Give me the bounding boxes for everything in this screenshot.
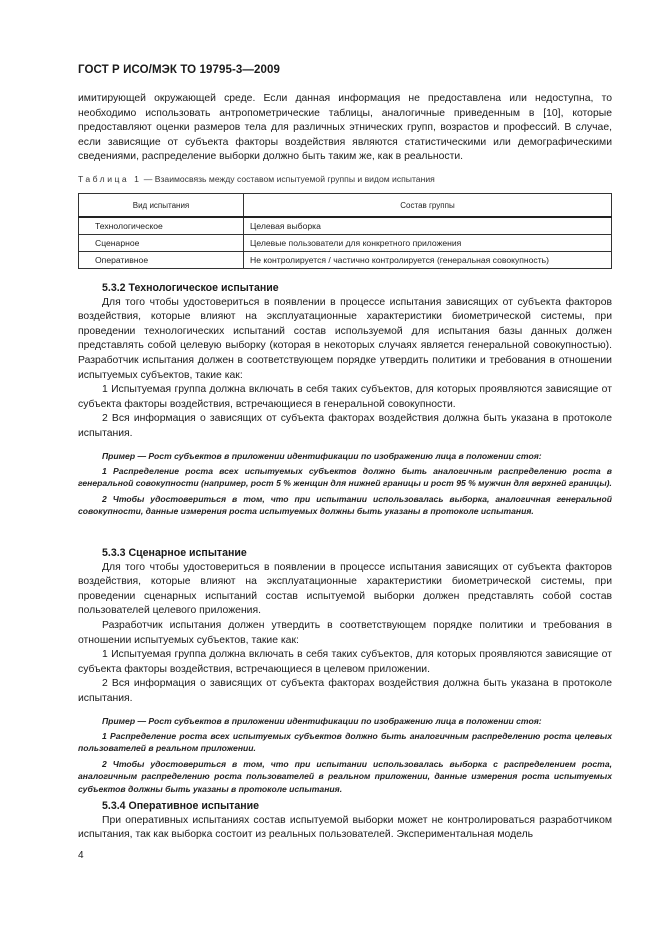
section-5-3-3 — [78, 546, 612, 795]
table-row — [79, 252, 612, 269]
test-composition-table — [78, 193, 612, 269]
table-cell: Оперативное — [79, 252, 244, 269]
list-item: 2 Вся информация о зависящих от субъекта факторах воздействия должна быть указана в протоколе испытания. — [78, 678, 612, 704]
example-intro: Пример — Рост субъектов в приложении идентификации по изображению лица в положении стоя: — [102, 450, 542, 461]
table-cell: Не контролируется / частично контролируется (генеральная совокупность) — [244, 252, 612, 269]
table-cell: Целевая выборка — [244, 217, 612, 235]
table-cell: Сценарное — [79, 235, 244, 252]
table-header-cell: Вид испытания — [79, 194, 244, 218]
example-item: 1 Распределение роста всех испытуемых субъектов должно быть аналогичным распределению роста целевых пользователей в реальном приложении. — [78, 730, 612, 754]
list-item: 1 Испытуемая группа должна включать в себя таких субъектов, для которых проявляются зависящие от субъекта факторы воздействия, встречающиеся в целевом приложении. — [78, 649, 612, 675]
table-row — [79, 235, 612, 252]
table-caption — [78, 174, 435, 184]
page-number: 4 — [78, 850, 84, 861]
example-intro: Пример — Рост субъектов в приложении идентификации по изображению лица в положении стоя: — [102, 715, 542, 726]
intro-paragraph: имитирующей окружающей среде. Если данная информация не предоставлена или недоступна, то необходимо использовать антропометрические таблицы, аналогичные приведенным в [10], которые предоставляют оценки размеров тела для различных этнических групп, возрастов и профессий. В случае, если зависящие от субъекта факторы воздействия являются статистическими или демографическими сведениями, распределение выборки должно быть таким же, как в реальности. — [78, 93, 612, 163]
page-header: ГОСТ Р ИСО/МЭК ТО 19795-3—2009 — [78, 64, 280, 76]
section-title: 5.3.2 Технологическое испытание — [102, 282, 279, 294]
paragraph: Разработчик испытания должен утвердить в соответствующем порядке политики и требования в отношении испытуемых субъектов, такие как: — [78, 619, 612, 646]
section-5-3-2 — [78, 281, 612, 518]
section-title: 5.3.4 Оперативное испытание — [102, 800, 260, 812]
table-cell: Целевые пользователи для конкретного приложения — [244, 235, 612, 252]
example-item: 1 Распределение роста всех испытуемых субъектов должно быть аналогичным распределению роста в генеральной совокупности (например, рост 5 % женщин для нижней границы и рост 95 % мужчин для верхней границы). — [78, 465, 612, 489]
example-item: 2 Чтобы удостовериться в том, что при испытании использовалась выборка с распределением роста, аналогичным распределению роста пользователей в реальном приложении, данные измерения роста испытуемых субъектов должны быть указаны в протоколе испытания. — [78, 758, 612, 794]
intro-block — [78, 92, 612, 165]
list-item: 1 Испытуемая группа должна включать в себя таких субъектов, для которых проявляются зависящие от субъекта факторы воздействия, встречающиеся в генеральной совокупности. — [78, 384, 612, 410]
table-caption-text: — Взаимосвязь между составом испытуемой группы и видом испытания — [141, 174, 435, 184]
table-row — [79, 217, 612, 235]
table-cell: Технологическое — [79, 217, 244, 235]
table-header-row — [79, 194, 612, 218]
section-5-3-4 — [78, 799, 612, 843]
list-item: 2 Вся информация о зависящих от субъекта факторах воздействия должна быть указана в протоколе испытания. — [78, 413, 612, 439]
table-header-cell: Состав группы — [244, 194, 612, 218]
paragraph: Для того чтобы удостовериться в появлении в процессе испытания зависящих от субъекта факторов воздействия, которые влияют на эксплуатационные характеристики биометрической системы, при проведении технологических испытаний состав используемой для испытания базы данных должен представлять собой целевую выборку (которая в некоторых случаях является генеральной совокупностью). Разработчик испытания должен в соответствующем порядке утвердить политики и требования в отношении испытуемых субъектов, такие как: — [78, 296, 612, 381]
table-caption-label: Таблица 1 — [78, 174, 142, 184]
section-title: 5.3.3 Сценарное испытание — [102, 547, 247, 559]
paragraph: При оперативных испытаниях состав испытуемой выборки может не контролироваться разработчиком испытания, так как выборка состоит из реальных пользователей. Экспериментальная модель — [78, 814, 612, 841]
example-item: 2 Чтобы удостовериться в том, что при испытании использовалась выборка, аналогичная генеральной совокупности, данные измерения роста испытуемых должны быть указаны в протоколе испытания. — [78, 493, 612, 517]
paragraph: Для того чтобы удостовериться в появлении в процессе испытания зависящих от субъекта факторов воздействия, которые влияют на эксплуатационные характеристики биометрической системы, при проведении сценарных испытаний состав испытуемой выборки должен представлять собой состав пользователей целевого приложения. — [78, 561, 612, 617]
